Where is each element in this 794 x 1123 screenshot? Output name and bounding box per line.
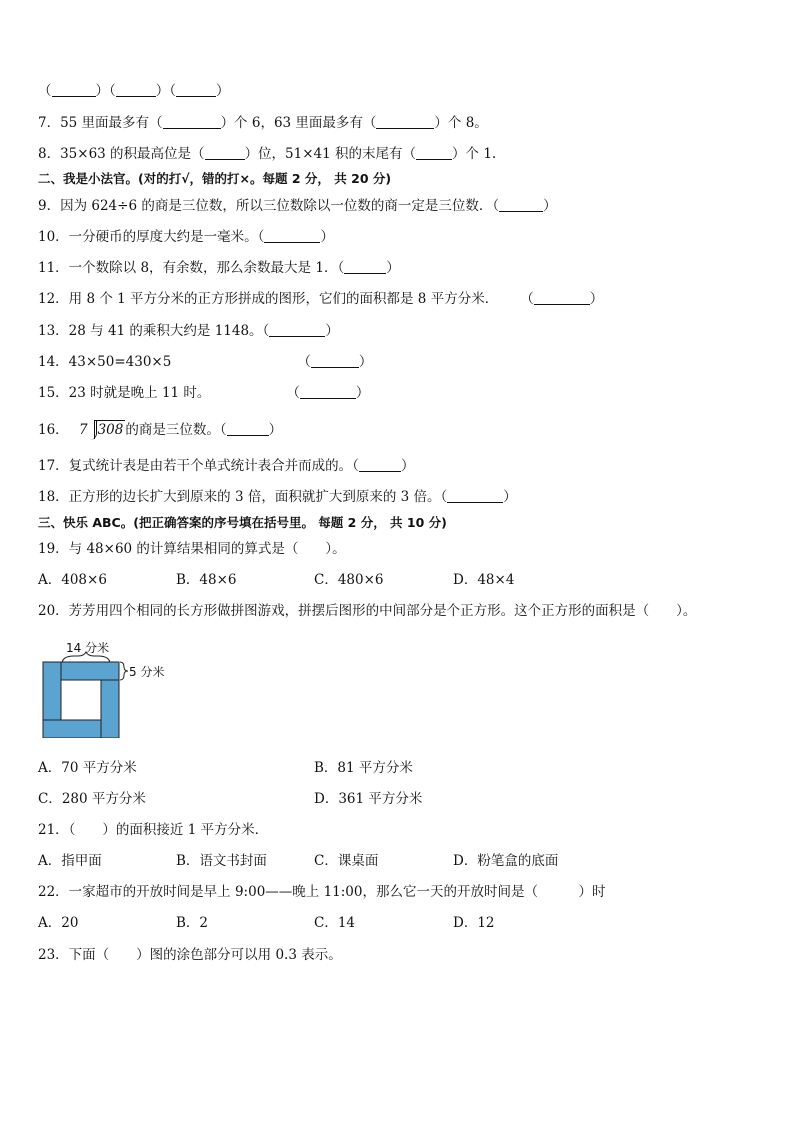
answer-blank[interactable] [416,147,452,160]
question-17: 17．复式统计表是由若干个单式统计表合并而成的。（ ） [38,458,415,474]
answer-blank[interactable] [300,386,356,399]
answer-blank[interactable] [359,459,401,472]
question-23: 23．下面（ ）图的涂色部分可以用 0.3 表示。 [38,947,342,963]
question-7: 7．55 里面最多有（ ）个 6，63 里面最多有（ ）个 8。 [38,115,488,131]
q20-option-c[interactable]: C．280 平方分米 [38,791,146,807]
question-18: 18．正方形的边长扩大到原来的 3 倍，面积就扩大到原来的 3 倍。（ ） [38,489,517,505]
section-3-heading: 三、快乐 ABC。(把正确答案的序号填在括号里。 每题 2 分， 共 10 分) [38,515,447,530]
q20-option-d[interactable]: D．361 平方分米 [314,791,423,807]
question-22: 22．一家超市的开放时间是早上 9:00——晚上 11:00，那么它一天的开放时间是（ ）时 [38,884,606,900]
q22-option-a[interactable]: A．20 [38,915,79,931]
q21-option-b[interactable]: B．语文书封面 [176,853,267,869]
question-19: 19．与 48×60 的计算结果相同的算式是（ ）。 [38,541,346,557]
answer-blank[interactable] [205,147,245,160]
answer-blank[interactable] [116,84,156,97]
q22-option-c[interactable]: C．14 [314,915,356,931]
answer-blanks-line: （ ）（ ）（ ） [38,83,230,99]
answer-blank[interactable] [227,423,269,436]
answer-blank[interactable] [499,199,543,212]
answer-blank[interactable] [163,116,221,129]
answer-blank[interactable] [52,84,96,97]
q19-option-b[interactable]: B．48×6 [176,572,237,588]
q22-option-b[interactable]: B．2 [176,915,209,931]
question-8: 8．35×63 的积最高位是（ ）位，51×41 积的末尾有（ ）个 1. [38,146,497,162]
answer-blank[interactable] [344,261,386,274]
section-2-heading: 二、我是小法官。(对的打√，错的打×。每题 2 分， 共 20 分) [38,171,392,186]
figure-top-label: 14 分米 [66,641,110,655]
q21-option-c[interactable]: C．课桌面 [314,853,379,869]
rectangle-puzzle-figure [40,638,190,738]
q19-option-c[interactable]: C．480×6 [314,572,384,588]
q20-option-a[interactable]: A．70 平方分米 [38,760,137,776]
answer-blank[interactable] [176,84,216,97]
q21-option-a[interactable]: A．指甲面 [38,853,102,869]
q21-option-d[interactable]: D．粉笔盒的底面 [453,853,559,869]
answer-blank[interactable] [269,324,325,337]
q19-option-a[interactable]: A．408×6 [38,572,107,588]
answer-blank[interactable] [311,355,359,368]
inner-square [61,680,101,720]
question-13: 13．28 与 41 的乘积大约是 1148。（ ） [38,323,339,339]
question-20: 20．芳芳用四个相同的长方形做拼图游戏，拼摆后图形的中间部分是个正方形。这个正方形的面积是（ ）。 [38,603,697,619]
question-16: 16． 7 308 的商是三位数。（ ） [38,422,283,438]
answer-blank[interactable] [534,292,590,305]
answer-blank[interactable] [447,490,503,503]
question-14: 14．43×50=430×5 （ ） [38,354,373,370]
question-11: 11．一个数除以 8，有余数，那么余数最大是 1．（ ） [38,260,400,276]
question-12: 12．用 8 个 1 平方分米的正方形拼成的图形，它们的面积都是 8 平方分米． （ ） [38,291,604,307]
side-brace [120,662,128,680]
question-9: 9．因为 624÷6 的商是三位数，所以三位数除以一位数的商一定是三位数．（ ） [38,198,557,214]
answer-blank[interactable] [376,116,434,129]
q20-option-b[interactable]: B．81 平方分米 [314,760,413,776]
figure-side-label: 5 分米 [129,665,165,679]
q19-option-d[interactable]: D．48×4 [453,572,515,588]
answer-blank[interactable] [264,230,320,243]
q22-option-d[interactable]: D．12 [453,915,495,931]
question-15: 15．23 时就是晚上 11 时。 （ ） [38,385,370,401]
long-division-symbol: 7 308 [78,422,124,438]
question-21: 21．（ ）的面积接近 1 平方分米． [38,822,269,838]
question-10: 10．一分硬币的厚度大约是一毫米。（ ） [38,229,334,245]
